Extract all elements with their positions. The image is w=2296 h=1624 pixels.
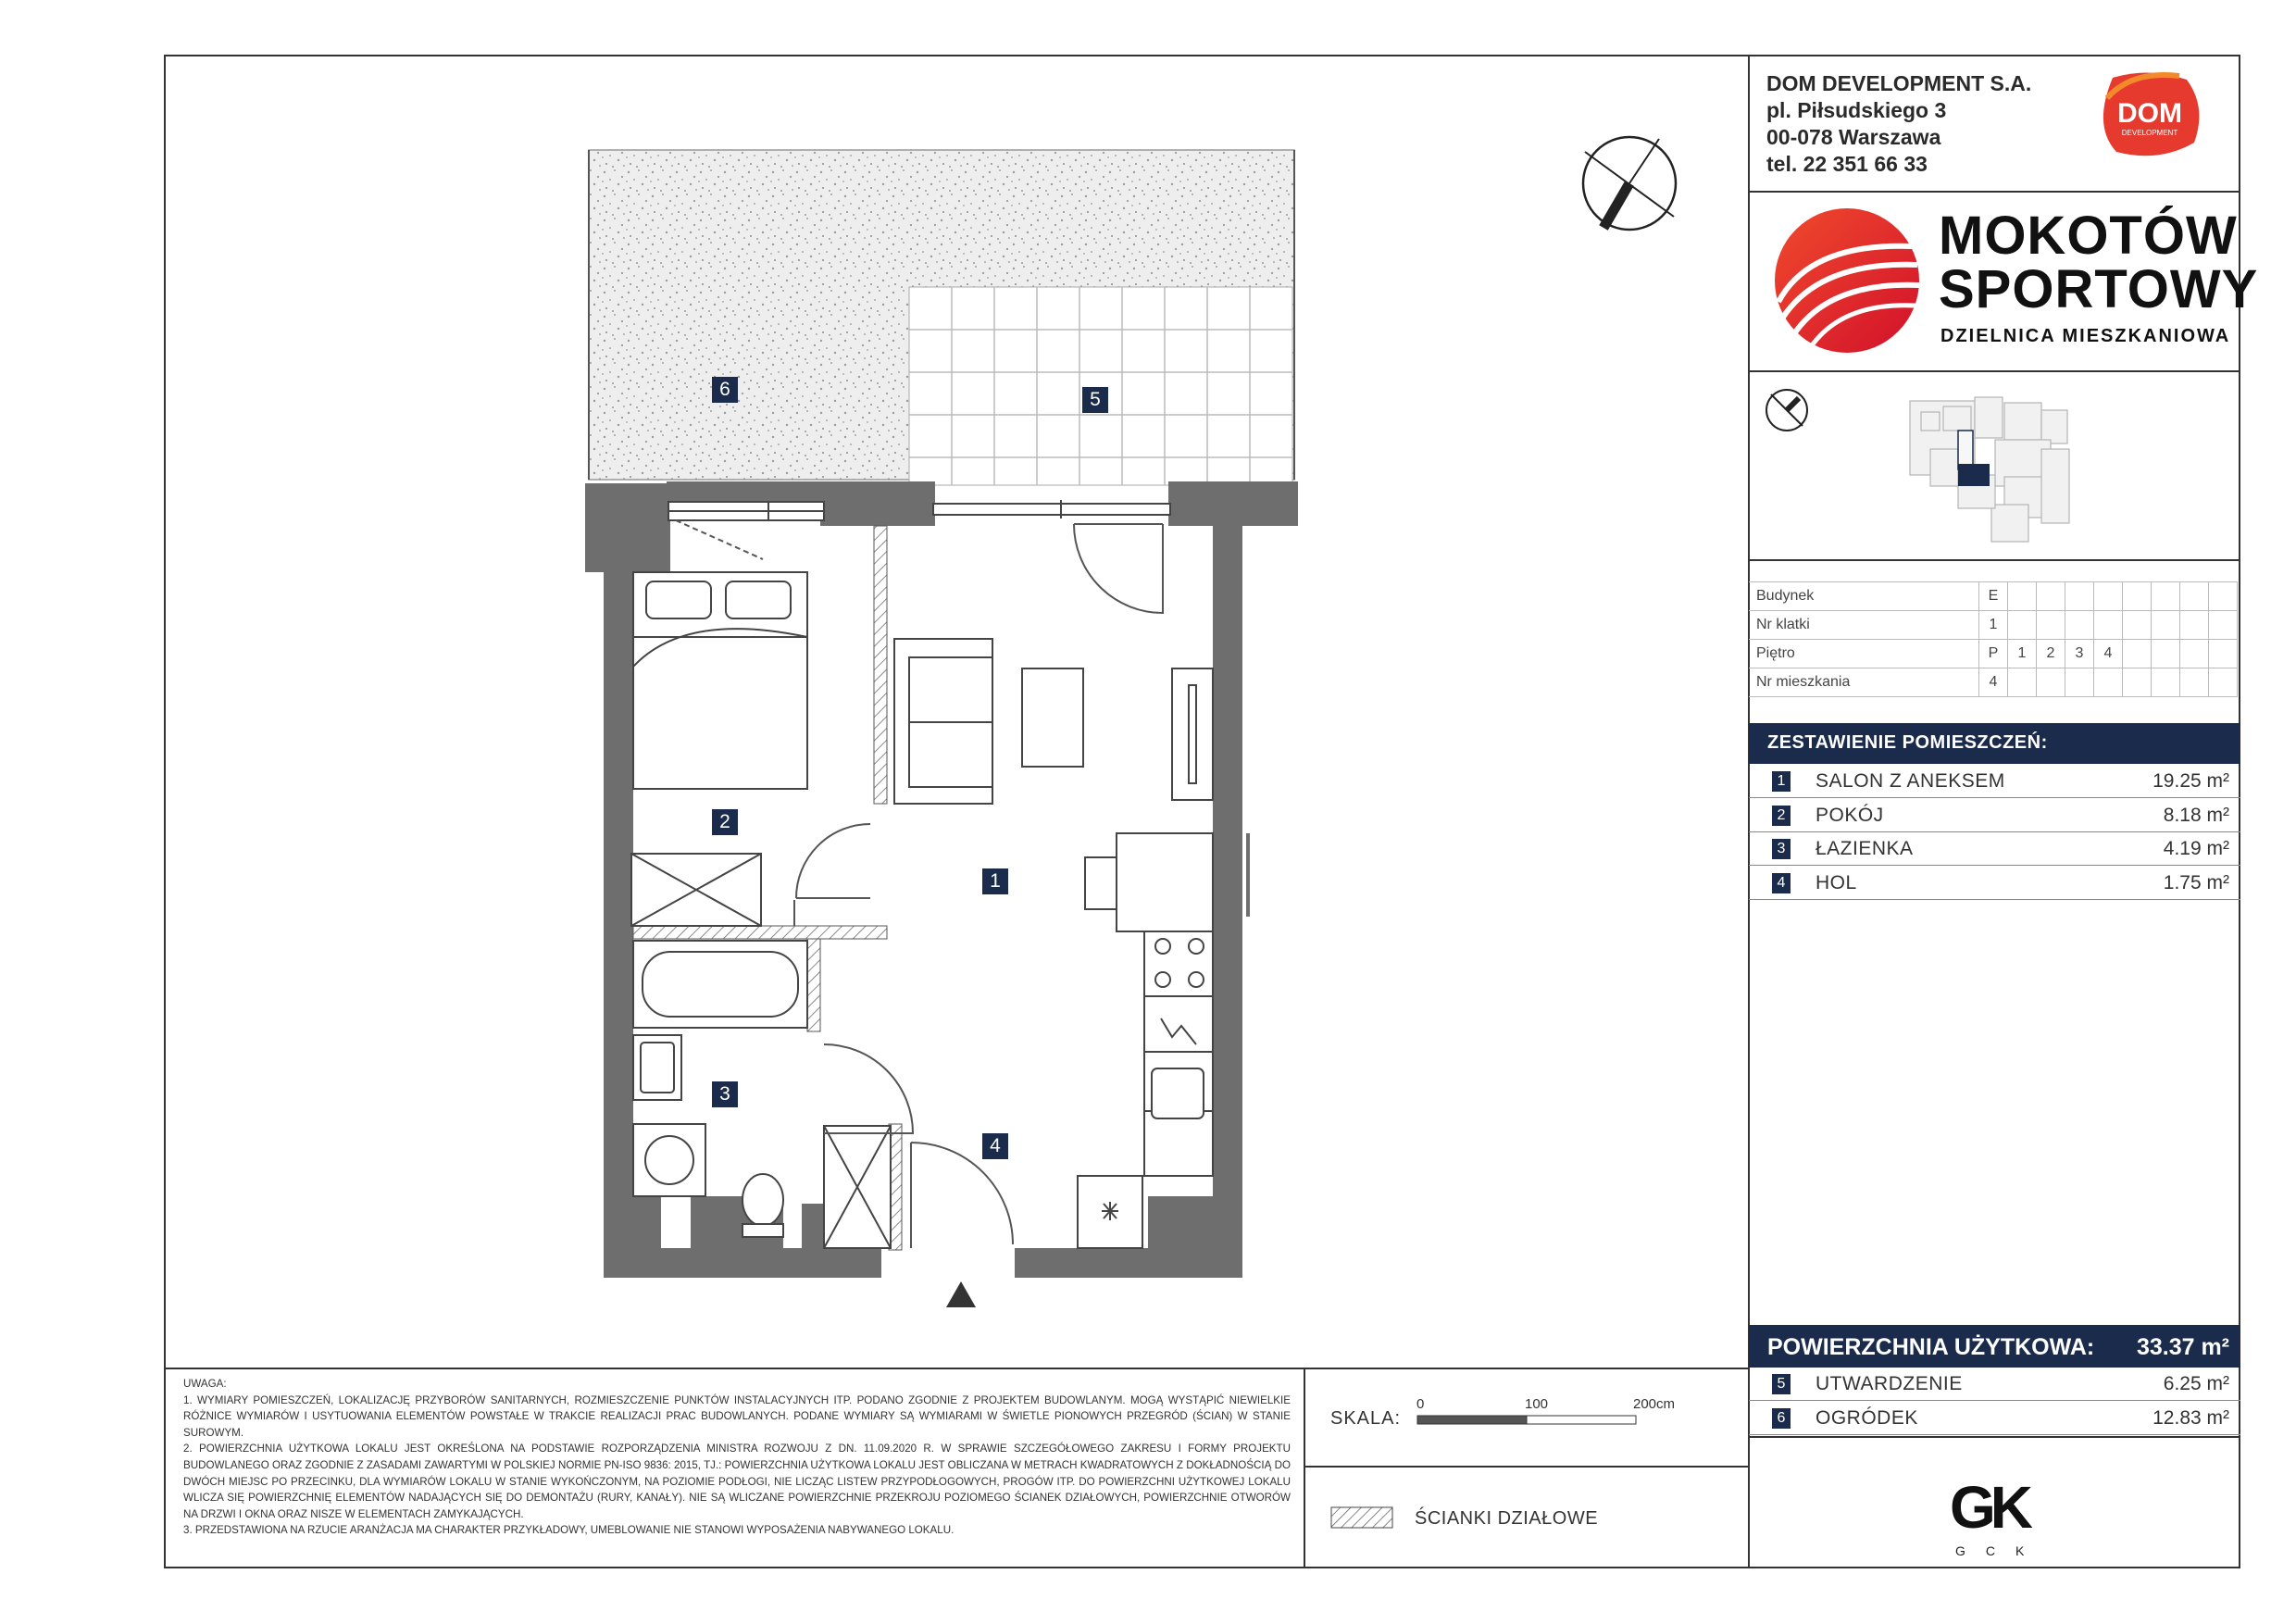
entrance-arrow-icon [946, 1281, 976, 1307]
usable-area-label: POWIERZCHNIA UŻYTKOWA: [1767, 1334, 2095, 1360]
location-cell: 1 [2008, 640, 2037, 668]
partition-wall-horizontal [633, 926, 887, 939]
location-cell [2065, 611, 2094, 640]
company-phone: tel. 22 351 66 33 [1766, 152, 1928, 176]
location-cell: E [1979, 582, 2008, 611]
company-address-street: pl. Piłsudskiego 3 [1766, 98, 1947, 122]
room-name: UTWARDZENIE [1816, 1373, 1963, 1394]
sofa [894, 639, 992, 804]
washing-machine [633, 1124, 705, 1196]
location-cell [2152, 582, 2180, 611]
location-cell [2180, 611, 2209, 640]
location-cell [2008, 611, 2037, 640]
location-cell [2065, 582, 2094, 611]
room-row [1749, 1402, 2240, 1435]
note-2: 2. POWIERZCHNIA UŻYTKOWA LOKALU JEST OKREŚLONA NA PODSTAWIE ROZPORZĄDZENIA MINISTRA ROZWOJU Z DN. 11.09.2020 R. W SPRAWIE SZCZEGÓŁOWEGO ZAKRESU I FORMY PROJEKTU BUDOWLANEGO ORAZ ZGODNIE Z ZASADAMI ZAWARTYMI W POLSKIEJ NORMIE PN-ISO 9836: 2015, TJ.: POWIERZCHNIA UŻYTKOWA LOKALU JEST OBLICZANA W METRACH KWADRATOWYCH Z DOKŁADNOŚCIĄ DO DWÓCH MIEJSC PO PRZECINKU, DLA WYMIARÓW LOKALU W STANIE WYKOŃCZONYM, NA POZIOMIE PODŁOGI, NIE LICZĄC LISTEW PRZYPODŁOGOWYCH, PROGÓW ITP. DO POWIERZCHNI UŻYTKOWEJ LOKALU WLICZA SIĘ POWIERZCHNIĘ ELEMENTÓW NADAJĄCYCH SIĘ DO DEMONTAŻU (RURY, KANAŁY). NIE SĄ WLICZANE POWIERZCHNIE PRZEKROJU POZIOMEGO ŚCIANEK DZIAŁOWYCH, POWIERZCHNIE OTWORÓW NA DRZWI I OKNA ORAZ NISZE W ELEMENTACH ZAMYKAJĄCYCH. [183, 1443, 1291, 1520]
room-row [1749, 1368, 2240, 1401]
location-cell [2209, 668, 2238, 697]
location-row-label: Budynek [1749, 582, 1979, 611]
location-cell [2037, 611, 2065, 640]
project-title-line2: SPORTOWY [1939, 259, 2259, 319]
room-row [1749, 799, 2240, 832]
scale-tick-0: 0 [1416, 1396, 1425, 1412]
room-row [1749, 867, 2240, 900]
location-cell [2008, 582, 2037, 611]
room-name: SALON Z ANEKSEM [1816, 770, 2005, 792]
location-cell [2008, 668, 2037, 697]
room-name: OGRÓDEK [1816, 1406, 1918, 1429]
toilet [742, 1174, 783, 1237]
note-3: 3. PRZEDSTAWIONA NA RZUCIE ARANŻACJA MA CHARAKTER PRZYKŁADOWY, UMEBLOWANIE NIE STANOWI WYPOSAŻENIA NABYWANEGO LOKALU. [183, 1524, 955, 1537]
gck-logo-text: GCK [1955, 1543, 2045, 1558]
window-bedroom [668, 502, 824, 520]
location-cell [2094, 611, 2123, 640]
location-row-label: Nr mieszkania [1749, 668, 1979, 697]
location-cell [2152, 611, 2180, 640]
location-cell [2209, 582, 2238, 611]
terrace-tiles [909, 287, 1292, 485]
divider-scale-legend [1304, 1466, 1750, 1468]
scale-tick-100: 100 [1525, 1396, 1549, 1412]
plan-label-5: 5 [1082, 387, 1108, 413]
plan-label-6: 6 [712, 377, 738, 403]
location-row-label: Piętro [1749, 640, 1979, 668]
plan-label-2: 2 [712, 809, 738, 835]
partition-wall-bath [807, 939, 820, 1031]
location-cell: 3 [2065, 640, 2094, 668]
scale-label: SKALA: [1330, 1408, 1402, 1429]
plan-label-3: 3 [712, 1081, 738, 1107]
location-table [1749, 581, 2238, 697]
north-compass-icon [1583, 137, 1676, 230]
location-cell [2123, 582, 2152, 611]
divider-project [1748, 370, 2240, 372]
window-door-terrace [933, 500, 1170, 518]
partition-wall-hatch-icon [1330, 1506, 1395, 1530]
room-area: 8.18 m² [2163, 804, 2229, 826]
location-cell [2123, 640, 2152, 668]
location-cell [2037, 668, 2065, 697]
room-area: 1.75 m² [2163, 871, 2229, 893]
dining-table [1085, 833, 1213, 931]
room-area: 12.83 m² [2152, 1406, 2229, 1429]
plan-label-1: 1 [982, 868, 1008, 894]
divider-keyplan [1748, 559, 2240, 561]
notes-title: UWAGA: [183, 1378, 227, 1390]
building-keyplan [1903, 394, 2078, 546]
rooms-header-text: ZESTAWIENIE POMIESZCZEŃ: [1767, 732, 2048, 753]
location-cell [2094, 668, 2123, 697]
usable-area-value: 33.37 m² [2136, 1334, 2229, 1360]
scale-bar [1416, 1414, 1639, 1427]
dom-logo-text: DOM [2117, 98, 2182, 129]
room-name: ŁAZIENKA [1816, 838, 1914, 859]
location-row [1749, 668, 2238, 697]
wardrobe [631, 854, 761, 926]
scale-tick-200: 200cm [1633, 1396, 1676, 1412]
room-number: 4 [1772, 873, 1791, 893]
location-cell [2209, 611, 2238, 640]
location-row-label: Nr klatki [1749, 611, 1979, 640]
room-number: 6 [1772, 1408, 1791, 1429]
location-cell [2037, 582, 2065, 611]
room-row [1749, 765, 2240, 798]
bathroom-door-swing [824, 1044, 913, 1133]
location-cell [2180, 640, 2209, 668]
bedroom-door-swing [796, 824, 870, 898]
room-area: 19.25 m² [2152, 770, 2229, 792]
location-cell [2180, 668, 2209, 697]
divider-company [1748, 191, 2240, 193]
location-cell [2209, 640, 2238, 668]
location-cell: 4 [1979, 668, 2008, 697]
room-name: POKÓJ [1816, 804, 1884, 826]
note-1: 1. WYMIARY POMIESZCZEŃ, LOKALIZACJĘ PRZYBORÓW SANITARNYCH, ROZMIESZCZENIE PUNKTÓW INSTALACYJNYCH ITP. PODANO ZGODNIE Z PROJEKTEM BUDOWLANYM. MOGĄ WYSTĄPIĆ NIEWIELKIE RÓŻNICE WYMIARÓW I USYTUOWANIA ELEMENTÓW POWSTAŁE W TRAKCIE REALIZACJI PRAC BUDOWLANYCH. PODANE WYMIARY SĄ WYMIARAMI W ŚWIETLE PIONOWYCH PRZEGRÓD (ŚCIAN) W STANIE SUROWYM. [183, 1393, 1291, 1439]
location-row [1749, 582, 2238, 611]
location-cell [2152, 640, 2180, 668]
keyplan-compass-icon [1764, 381, 1810, 439]
location-cell [2123, 668, 2152, 697]
location-cell [2094, 582, 2123, 611]
partition-wall-vertical [874, 526, 887, 804]
usable-area-bar [1749, 1325, 2240, 1368]
coffee-table [1022, 668, 1083, 767]
company-name: DOM DEVELOPMENT S.A. [1766, 71, 2032, 95]
room-row [1749, 832, 2240, 866]
terrace-door-swing [1074, 524, 1163, 613]
location-cell: 4 [2094, 640, 2123, 668]
room-number: 3 [1772, 839, 1791, 859]
location-row [1749, 640, 2238, 668]
room-name: HOL [1816, 871, 1857, 893]
location-cell [2065, 668, 2094, 697]
room-area: 6.25 m² [2163, 1373, 2229, 1394]
room-number: 1 [1772, 771, 1791, 792]
company-address-city: 00-078 Warszawa [1766, 125, 1941, 149]
project-subtitle: DZIELNICA MIESZKANIOWA [1940, 326, 2231, 346]
dom-logo-subtext: DEVELOPMENT [2121, 129, 2178, 137]
location-cell: 2 [2037, 640, 2065, 668]
plan-label-4: 4 [982, 1133, 1008, 1159]
room-number: 2 [1772, 806, 1791, 826]
notes-block [183, 1376, 1291, 1539]
location-cell [2123, 611, 2152, 640]
project-title [1939, 206, 2259, 319]
location-cell [2180, 582, 2209, 611]
bathtub [633, 941, 807, 1028]
location-row [1749, 611, 2238, 640]
divider-footer [1748, 1436, 2240, 1438]
bed [633, 572, 807, 789]
wall-unit [1172, 668, 1213, 800]
room-area: 4.19 m² [2163, 838, 2229, 859]
location-cell: 1 [1979, 611, 2008, 640]
washbasin [633, 1035, 681, 1100]
legend-partition-walls: ŚCIANKI DZIAŁOWE [1415, 1508, 1599, 1529]
hall-wardrobe [824, 1126, 891, 1248]
room-number: 5 [1772, 1374, 1791, 1394]
divider-scale [1304, 1368, 1305, 1568]
location-cell [2152, 668, 2180, 697]
company-info [1766, 70, 2031, 178]
mokotow-sportowy-emblem [1773, 206, 1921, 356]
dom-development-logo [2094, 70, 2205, 161]
rooms-header [1749, 723, 2240, 764]
project-title-line1: MOKOTÓW [1939, 206, 2238, 266]
gck-logo-mark: GK [1950, 1474, 2028, 1541]
location-cell: P [1979, 640, 2008, 668]
